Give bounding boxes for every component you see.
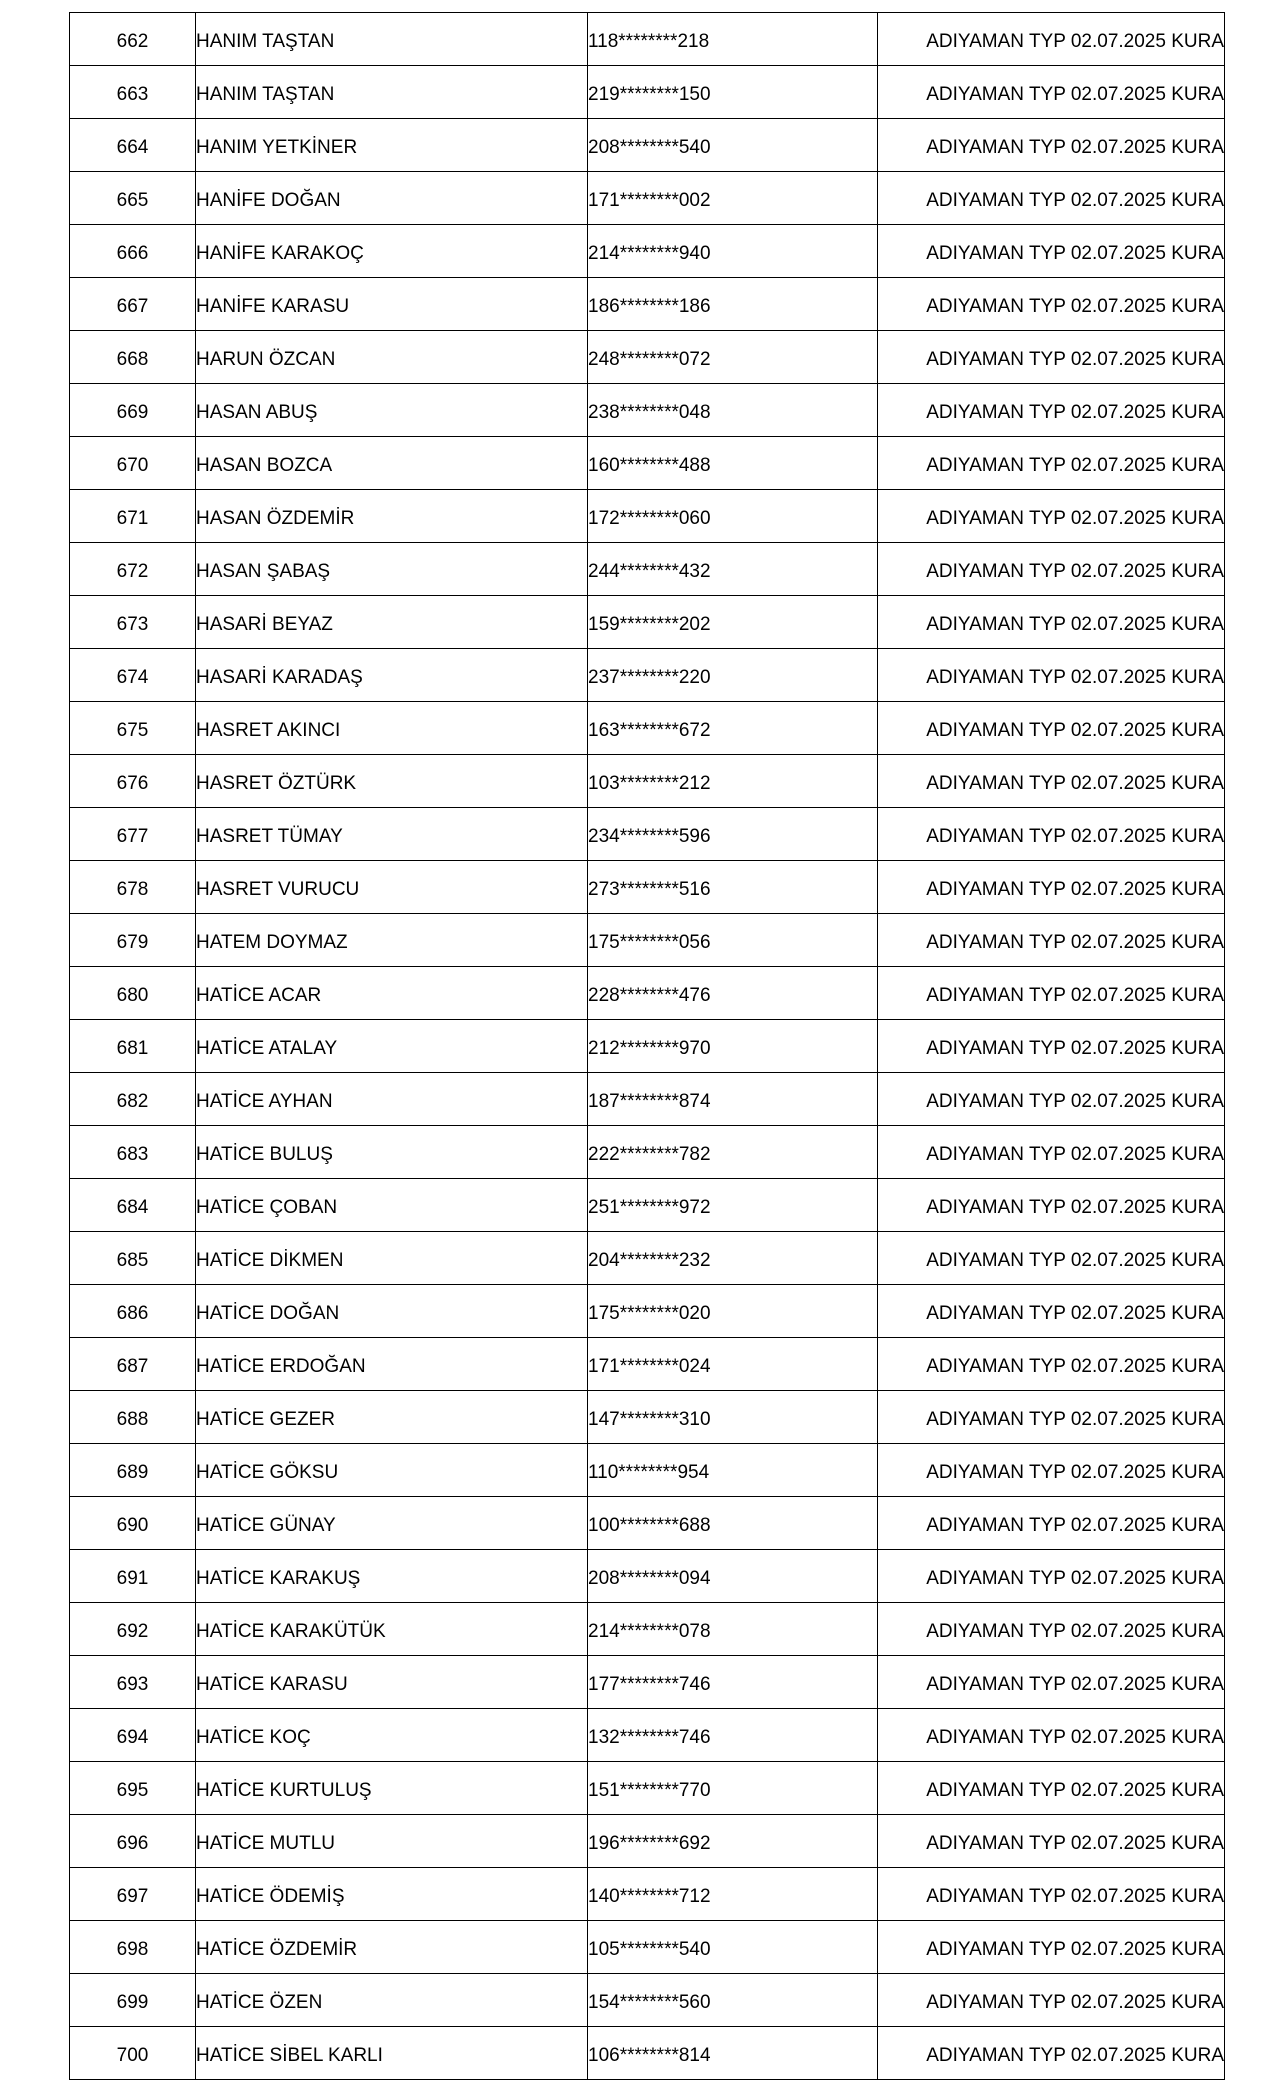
person-name: HATİCE GÖKSU bbox=[196, 1444, 588, 1497]
masked-id-number: 214********940 bbox=[588, 225, 878, 278]
row-number: 687 bbox=[70, 1338, 196, 1391]
row-number: 693 bbox=[70, 1656, 196, 1709]
masked-id-number: 208********094 bbox=[588, 1550, 878, 1603]
person-name: HASRET VURUCU bbox=[196, 861, 588, 914]
program-description: ADIYAMAN TYP 02.07.2025 KURA bbox=[878, 755, 1225, 808]
table-row bbox=[70, 1285, 1225, 1338]
row-number: 670 bbox=[70, 437, 196, 490]
table-row bbox=[70, 1603, 1225, 1656]
person-name: HATİCE KOÇ bbox=[196, 1709, 588, 1762]
program-description: ADIYAMAN TYP 02.07.2025 KURA bbox=[878, 1656, 1225, 1709]
table-row bbox=[70, 1921, 1225, 1974]
person-name: HATİCE AYHAN bbox=[196, 1073, 588, 1126]
row-number: 691 bbox=[70, 1550, 196, 1603]
row-number: 669 bbox=[70, 384, 196, 437]
person-name: HATİCE ÖZEN bbox=[196, 1974, 588, 2027]
table-row bbox=[70, 1868, 1225, 1921]
program-description: ADIYAMAN TYP 02.07.2025 KURA bbox=[878, 1603, 1225, 1656]
masked-id-number: 244********432 bbox=[588, 543, 878, 596]
table-row bbox=[70, 1073, 1225, 1126]
program-description: ADIYAMAN TYP 02.07.2025 KURA bbox=[878, 1126, 1225, 1179]
table-row bbox=[70, 1497, 1225, 1550]
person-name: HATİCE GÜNAY bbox=[196, 1497, 588, 1550]
program-description: ADIYAMAN TYP 02.07.2025 KURA bbox=[878, 1232, 1225, 1285]
program-description: ADIYAMAN TYP 02.07.2025 KURA bbox=[878, 1285, 1225, 1338]
table-row bbox=[70, 702, 1225, 755]
person-name: HANİFE DOĞAN bbox=[196, 172, 588, 225]
table-row bbox=[70, 543, 1225, 596]
person-name: HASAN ABUŞ bbox=[196, 384, 588, 437]
program-description: ADIYAMAN TYP 02.07.2025 KURA bbox=[878, 119, 1225, 172]
person-name: HATİCE ERDOĞAN bbox=[196, 1338, 588, 1391]
row-number: 675 bbox=[70, 702, 196, 755]
program-description: ADIYAMAN TYP 02.07.2025 KURA bbox=[878, 596, 1225, 649]
program-description: ADIYAMAN TYP 02.07.2025 KURA bbox=[878, 1868, 1225, 1921]
table-row bbox=[70, 1126, 1225, 1179]
masked-id-number: 234********596 bbox=[588, 808, 878, 861]
masked-id-number: 175********020 bbox=[588, 1285, 878, 1338]
row-number: 699 bbox=[70, 1974, 196, 2027]
table-row bbox=[70, 331, 1225, 384]
program-description: ADIYAMAN TYP 02.07.2025 KURA bbox=[878, 1444, 1225, 1497]
masked-id-number: 175********056 bbox=[588, 914, 878, 967]
masked-id-number: 151********770 bbox=[588, 1762, 878, 1815]
row-number: 682 bbox=[70, 1073, 196, 1126]
table-row bbox=[70, 649, 1225, 702]
person-name: HATİCE KURTULUŞ bbox=[196, 1762, 588, 1815]
row-number: 685 bbox=[70, 1232, 196, 1285]
table-row bbox=[70, 914, 1225, 967]
table-row bbox=[70, 225, 1225, 278]
masked-id-number: 177********746 bbox=[588, 1656, 878, 1709]
row-number: 667 bbox=[70, 278, 196, 331]
program-description: ADIYAMAN TYP 02.07.2025 KURA bbox=[878, 1391, 1225, 1444]
program-description: ADIYAMAN TYP 02.07.2025 KURA bbox=[878, 1921, 1225, 1974]
person-name: HATİCE BULUŞ bbox=[196, 1126, 588, 1179]
masked-id-number: 159********202 bbox=[588, 596, 878, 649]
row-number: 662 bbox=[70, 13, 196, 66]
row-number: 688 bbox=[70, 1391, 196, 1444]
table-row bbox=[70, 1815, 1225, 1868]
masked-id-number: 105********540 bbox=[588, 1921, 878, 1974]
person-name: HASRET TÜMAY bbox=[196, 808, 588, 861]
person-name: HATİCE ÖDEMİŞ bbox=[196, 1868, 588, 1921]
masked-id-number: 163********672 bbox=[588, 702, 878, 755]
program-description: ADIYAMAN TYP 02.07.2025 KURA bbox=[878, 1179, 1225, 1232]
masked-id-number: 187********874 bbox=[588, 1073, 878, 1126]
table-row bbox=[70, 172, 1225, 225]
table-row bbox=[70, 861, 1225, 914]
program-description: ADIYAMAN TYP 02.07.2025 KURA bbox=[878, 278, 1225, 331]
program-description: ADIYAMAN TYP 02.07.2025 KURA bbox=[878, 172, 1225, 225]
program-description: ADIYAMAN TYP 02.07.2025 KURA bbox=[878, 1762, 1225, 1815]
person-name: HATİCE DİKMEN bbox=[196, 1232, 588, 1285]
masked-id-number: 238********048 bbox=[588, 384, 878, 437]
person-name: HATİCE ÖZDEMİR bbox=[196, 1921, 588, 1974]
table-row bbox=[70, 437, 1225, 490]
table-row bbox=[70, 384, 1225, 437]
masked-id-number: 273********516 bbox=[588, 861, 878, 914]
program-description: ADIYAMAN TYP 02.07.2025 KURA bbox=[878, 967, 1225, 1020]
row-number: 672 bbox=[70, 543, 196, 596]
table-row bbox=[70, 755, 1225, 808]
row-number: 692 bbox=[70, 1603, 196, 1656]
row-number: 689 bbox=[70, 1444, 196, 1497]
masked-id-number: 186********186 bbox=[588, 278, 878, 331]
person-name: HASRET AKINCI bbox=[196, 702, 588, 755]
table-row bbox=[70, 13, 1225, 66]
masked-id-number: 100********688 bbox=[588, 1497, 878, 1550]
table-row bbox=[70, 278, 1225, 331]
program-description: ADIYAMAN TYP 02.07.2025 KURA bbox=[878, 490, 1225, 543]
row-number: 679 bbox=[70, 914, 196, 967]
program-description: ADIYAMAN TYP 02.07.2025 KURA bbox=[878, 2027, 1225, 2080]
masked-id-number: 228********476 bbox=[588, 967, 878, 1020]
program-description: ADIYAMAN TYP 02.07.2025 KURA bbox=[878, 1497, 1225, 1550]
person-name: HASARİ BEYAZ bbox=[196, 596, 588, 649]
table-row bbox=[70, 1974, 1225, 2027]
row-number: 700 bbox=[70, 2027, 196, 2080]
person-name: HANİFE KARAKOÇ bbox=[196, 225, 588, 278]
row-number: 684 bbox=[70, 1179, 196, 1232]
person-name: HATİCE ÇOBAN bbox=[196, 1179, 588, 1232]
masked-id-number: 212********970 bbox=[588, 1020, 878, 1073]
table-row bbox=[70, 1179, 1225, 1232]
row-number: 665 bbox=[70, 172, 196, 225]
masked-id-number: 204********232 bbox=[588, 1232, 878, 1285]
masked-id-number: 237********220 bbox=[588, 649, 878, 702]
person-name: HASAN BOZCA bbox=[196, 437, 588, 490]
person-name: HATİCE KARASU bbox=[196, 1656, 588, 1709]
table-row bbox=[70, 808, 1225, 861]
table-row bbox=[70, 490, 1225, 543]
program-description: ADIYAMAN TYP 02.07.2025 KURA bbox=[878, 1020, 1225, 1073]
table-row bbox=[70, 66, 1225, 119]
program-description: ADIYAMAN TYP 02.07.2025 KURA bbox=[878, 702, 1225, 755]
program-description: ADIYAMAN TYP 02.07.2025 KURA bbox=[878, 861, 1225, 914]
table-row bbox=[70, 1444, 1225, 1497]
program-description: ADIYAMAN TYP 02.07.2025 KURA bbox=[878, 1338, 1225, 1391]
masked-id-number: 147********310 bbox=[588, 1391, 878, 1444]
masked-id-number: 208********540 bbox=[588, 119, 878, 172]
program-description: ADIYAMAN TYP 02.07.2025 KURA bbox=[878, 1815, 1225, 1868]
masked-id-number: 118********218 bbox=[588, 13, 878, 66]
person-name: HATİCE KARAKUŞ bbox=[196, 1550, 588, 1603]
row-number: 673 bbox=[70, 596, 196, 649]
person-name: HATİCE MUTLU bbox=[196, 1815, 588, 1868]
program-description: ADIYAMAN TYP 02.07.2025 KURA bbox=[878, 1974, 1225, 2027]
row-number: 678 bbox=[70, 861, 196, 914]
row-number: 694 bbox=[70, 1709, 196, 1762]
row-number: 671 bbox=[70, 490, 196, 543]
lottery-results-table bbox=[69, 12, 1225, 2080]
program-description: ADIYAMAN TYP 02.07.2025 KURA bbox=[878, 543, 1225, 596]
person-name: HATEM DOYMAZ bbox=[196, 914, 588, 967]
person-name: HANIM TAŞTAN bbox=[196, 13, 588, 66]
table-row bbox=[70, 1709, 1225, 1762]
masked-id-number: 132********746 bbox=[588, 1709, 878, 1762]
masked-id-number: 219********150 bbox=[588, 66, 878, 119]
table-row bbox=[70, 2027, 1225, 2080]
person-name: HANİFE KARASU bbox=[196, 278, 588, 331]
masked-id-number: 106********814 bbox=[588, 2027, 878, 2080]
masked-id-number: 172********060 bbox=[588, 490, 878, 543]
table-body bbox=[70, 13, 1225, 2080]
table-row bbox=[70, 1550, 1225, 1603]
row-number: 663 bbox=[70, 66, 196, 119]
program-description: ADIYAMAN TYP 02.07.2025 KURA bbox=[878, 225, 1225, 278]
program-description: ADIYAMAN TYP 02.07.2025 KURA bbox=[878, 437, 1225, 490]
program-description: ADIYAMAN TYP 02.07.2025 KURA bbox=[878, 1073, 1225, 1126]
person-name: HASAN ŞABAŞ bbox=[196, 543, 588, 596]
table-row bbox=[70, 1020, 1225, 1073]
person-name: HATİCE ACAR bbox=[196, 967, 588, 1020]
program-description: ADIYAMAN TYP 02.07.2025 KURA bbox=[878, 331, 1225, 384]
row-number: 664 bbox=[70, 119, 196, 172]
row-number: 690 bbox=[70, 1497, 196, 1550]
table-row bbox=[70, 1232, 1225, 1285]
masked-id-number: 140********712 bbox=[588, 1868, 878, 1921]
row-number: 698 bbox=[70, 1921, 196, 1974]
person-name: HANIM YETKİNER bbox=[196, 119, 588, 172]
row-number: 695 bbox=[70, 1762, 196, 1815]
person-name: HASAN ÖZDEMİR bbox=[196, 490, 588, 543]
table-row bbox=[70, 1656, 1225, 1709]
row-number: 680 bbox=[70, 967, 196, 1020]
program-description: ADIYAMAN TYP 02.07.2025 KURA bbox=[878, 13, 1225, 66]
row-number: 696 bbox=[70, 1815, 196, 1868]
table-row bbox=[70, 119, 1225, 172]
person-name: HATİCE DOĞAN bbox=[196, 1285, 588, 1338]
row-number: 686 bbox=[70, 1285, 196, 1338]
program-description: ADIYAMAN TYP 02.07.2025 KURA bbox=[878, 1550, 1225, 1603]
masked-id-number: 251********972 bbox=[588, 1179, 878, 1232]
program-description: ADIYAMAN TYP 02.07.2025 KURA bbox=[878, 66, 1225, 119]
person-name: HATİCE KARAKÜTÜK bbox=[196, 1603, 588, 1656]
person-name: HATİCE SİBEL KARLI bbox=[196, 2027, 588, 2080]
program-description: ADIYAMAN TYP 02.07.2025 KURA bbox=[878, 384, 1225, 437]
person-name: HATİCE GEZER bbox=[196, 1391, 588, 1444]
table-row bbox=[70, 1338, 1225, 1391]
person-name: HASARİ KARADAŞ bbox=[196, 649, 588, 702]
row-number: 668 bbox=[70, 331, 196, 384]
table-row bbox=[70, 1391, 1225, 1444]
masked-id-number: 222********782 bbox=[588, 1126, 878, 1179]
masked-id-number: 171********024 bbox=[588, 1338, 878, 1391]
person-name: HASRET ÖZTÜRK bbox=[196, 755, 588, 808]
table-row bbox=[70, 1762, 1225, 1815]
masked-id-number: 196********692 bbox=[588, 1815, 878, 1868]
program-description: ADIYAMAN TYP 02.07.2025 KURA bbox=[878, 1709, 1225, 1762]
masked-id-number: 214********078 bbox=[588, 1603, 878, 1656]
program-description: ADIYAMAN TYP 02.07.2025 KURA bbox=[878, 914, 1225, 967]
row-number: 677 bbox=[70, 808, 196, 861]
masked-id-number: 103********212 bbox=[588, 755, 878, 808]
masked-id-number: 248********072 bbox=[588, 331, 878, 384]
row-number: 683 bbox=[70, 1126, 196, 1179]
table-row bbox=[70, 596, 1225, 649]
masked-id-number: 171********002 bbox=[588, 172, 878, 225]
masked-id-number: 160********488 bbox=[588, 437, 878, 490]
row-number: 697 bbox=[70, 1868, 196, 1921]
person-name: HANIM TAŞTAN bbox=[196, 66, 588, 119]
program-description: ADIYAMAN TYP 02.07.2025 KURA bbox=[878, 808, 1225, 861]
masked-id-number: 154********560 bbox=[588, 1974, 878, 2027]
row-number: 666 bbox=[70, 225, 196, 278]
masked-id-number: 110********954 bbox=[588, 1444, 878, 1497]
row-number: 674 bbox=[70, 649, 196, 702]
person-name: HARUN ÖZCAN bbox=[196, 331, 588, 384]
table-row bbox=[70, 967, 1225, 1020]
row-number: 676 bbox=[70, 755, 196, 808]
program-description: ADIYAMAN TYP 02.07.2025 KURA bbox=[878, 649, 1225, 702]
row-number: 681 bbox=[70, 1020, 196, 1073]
person-name: HATİCE ATALAY bbox=[196, 1020, 588, 1073]
